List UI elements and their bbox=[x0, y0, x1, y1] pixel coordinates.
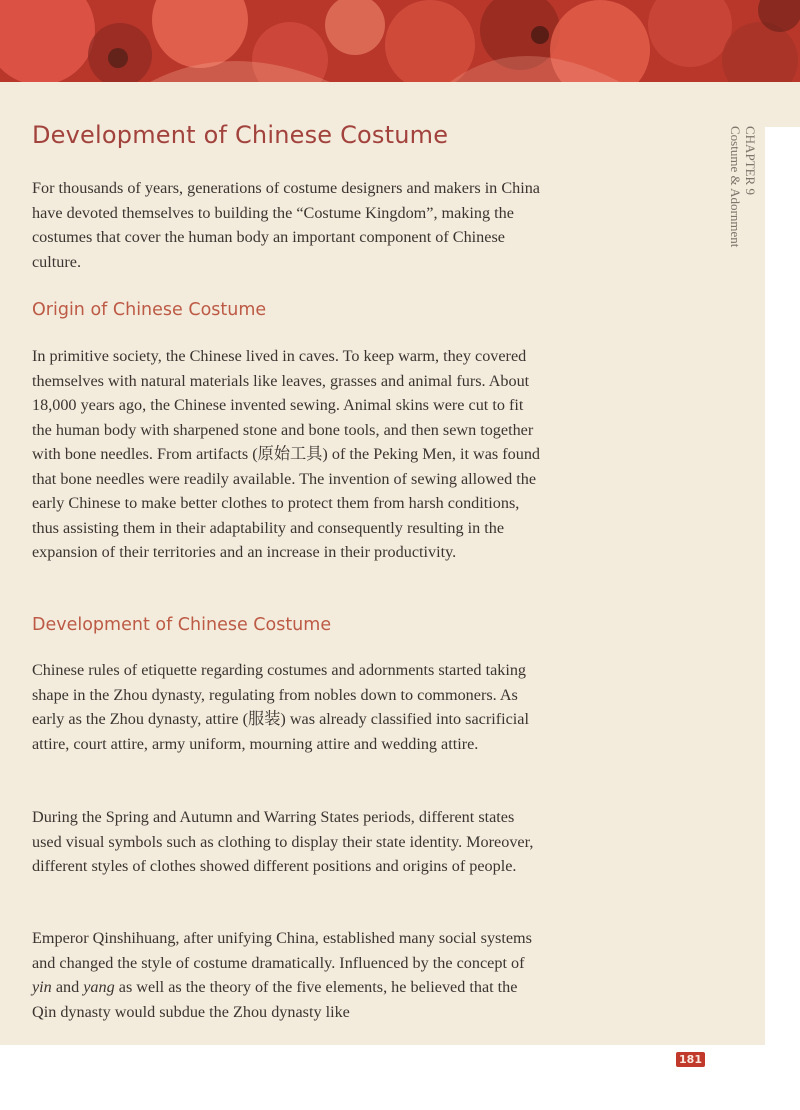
section-label: Costume & Adornment bbox=[728, 126, 743, 248]
warring-states-paragraph: During the Spring and Autumn and Warring States periods, different states used visual symbols such as clothing to display their state identity. Moreover, different styles of clothes showed different positions and origins of people. bbox=[32, 808, 534, 875]
text-segment: and bbox=[51, 978, 84, 996]
etiquette-paragraph: Chinese rules of etiquette regarding costumes and adornments started taking shape in the Zhou dynasty, regulating from nobles down to commoners. As early as the Zhou dynasty, attire (服装) was already classified into sacrificial attire, court attire, army uniform, mourning attire and wedding attire. bbox=[32, 661, 529, 753]
section-heading-development: Development of Chinese Costume bbox=[32, 615, 332, 635]
yang-term: yang bbox=[83, 978, 115, 996]
page-title: Development of Chinese Costume bbox=[32, 121, 449, 149]
section-heading-origin: Origin of Chinese Costume bbox=[32, 300, 267, 320]
page-number-badge: 181 bbox=[676, 1052, 705, 1067]
text-segment: as well as the theory of the five elements, he believed that the Qin dynasty would subdue the Zhou dynasty like bbox=[32, 978, 518, 1021]
header-decorative-image bbox=[0, 0, 800, 82]
page-edge bbox=[765, 82, 800, 127]
flower-pattern-image bbox=[0, 0, 800, 82]
yin-term: yin bbox=[32, 978, 52, 996]
origin-paragraph: In primitive society, the Chinese lived in caves. To keep warm, they covered themselves with natural materials like leaves, grasses and animal furs. About 18,000 years ago, the Chinese invented sewing. Animal skins were cut to fit the human body with sharpened stone and bone tools, and then sewn together with bone needles. From artifacts (原始工具) of the Peking Men, it was found that bone needles were readily available. The invention of sewing allowed the early Chinese to make better clothes to protect them from harsh conditions, thus assisting them in their adaptability and consequently resulting in the expansion of their territories and an increase in their productivity. bbox=[32, 347, 541, 561]
intro-paragraph: For thousands of years, generations of costume designers and makers in China have devoted themselves to building the “Costume Kingdom”, making the costumes that cover the human body an important component of Chinese culture. bbox=[32, 179, 540, 271]
chapter-label: CHAPTER 9 bbox=[743, 126, 758, 195]
chapter-side-tab bbox=[728, 126, 758, 276]
qinshihuang-paragraph bbox=[32, 926, 542, 1024]
text-segment: Emperor Qinshihuang, after unifying China, established many social systems and changed the style of costume dramatically. Influenced by the concept of bbox=[32, 929, 532, 972]
